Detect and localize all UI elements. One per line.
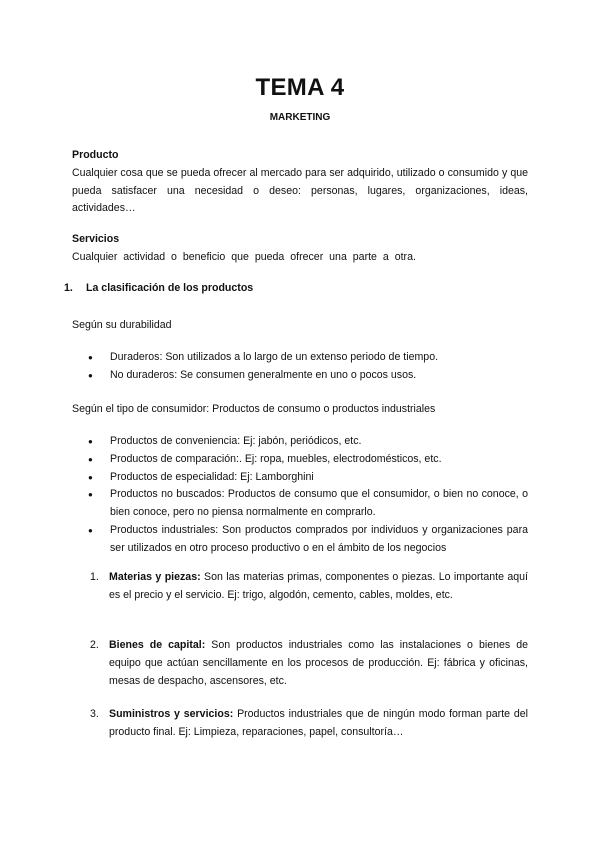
list-item: ● Productos de comparación:. Ej: ropa, muebles, electrodomésticos, etc. bbox=[88, 451, 528, 469]
servicios-section bbox=[72, 231, 528, 267]
industrial-item-suministros bbox=[90, 706, 528, 742]
item-number: 1. bbox=[90, 571, 99, 583]
item-number: 2. bbox=[90, 639, 99, 651]
item-text: Son productos industriales como las instalaciones o bienes de equipo que actúan sencillamente en los procesos de producción. Ej: fábrica y oficinas, mesas de despacho, ascensores, etc. bbox=[109, 639, 528, 687]
item-text: Productos industriales que de ningún modo forman parte del producto final. Ej: Limpieza, reparaciones, papel, consultoría… bbox=[109, 708, 528, 738]
item-term: Materias y piezas: bbox=[109, 571, 201, 583]
durabilidad-list bbox=[88, 349, 528, 385]
section-title: La clasificación de los productos bbox=[86, 282, 254, 294]
list-item: ● Duraderos: Son utilizados a lo largo de un extenso periodo de tiempo. bbox=[88, 349, 528, 367]
page-title: TEMA 4 bbox=[255, 74, 345, 101]
list-item: ● Productos no buscados: Productos de consumo que el consumidor, o bien no conoce, o bien conoce, pero no piensa normalmente en comprarlo. bbox=[88, 486, 528, 522]
list-item: ● Productos industriales: Son productos comprados por individuos y organizaciones para ser utilizados en otro proceso productivo o en el ámbito de los negocios bbox=[88, 522, 528, 558]
item-text: Son las materias primas, componentes o piezas. Lo importante aquí es el precio y el servicio. Ej: trigo, algodón, cemento, cables, moldes, etc. bbox=[109, 571, 528, 601]
item-term: Suministros y servicios: bbox=[109, 708, 234, 720]
section-number: 1. bbox=[64, 282, 73, 294]
industrial-item-bienes bbox=[90, 637, 528, 690]
producto-text: Cualquier cosa que se pueda ofrecer al mercado para ser adquirido, utilizado o consumido y que pueda satisfacer una necesidad o deseo: personas, lugares, organizaciones, ideas, actividades… bbox=[72, 166, 528, 215]
servicios-text: Cualquier actividad o beneficio que pueda ofrecer una parte a otra. bbox=[72, 250, 416, 263]
consumidor-label: Según el tipo de consumidor: Productos de consumo o productos industriales bbox=[72, 403, 436, 415]
consumidor-list bbox=[88, 433, 528, 558]
list-item: ● No duraderos: Se consumen generalmente en uno o pocos usos. bbox=[88, 367, 528, 385]
item-term: Bienes de capital: bbox=[109, 639, 206, 651]
producto-section bbox=[72, 147, 528, 218]
servicios-heading: Servicios bbox=[72, 233, 120, 245]
section-heading-clasificacion bbox=[64, 282, 253, 294]
durabilidad-label: Según su durabilidad bbox=[72, 319, 172, 331]
list-item: ● Productos de especialidad: Ej: Lamborghini bbox=[88, 469, 528, 487]
producto-heading: Producto bbox=[72, 149, 119, 161]
item-number: 3. bbox=[90, 708, 99, 720]
list-item: ● Productos de conveniencia: Ej: jabón, periódicos, etc. bbox=[88, 433, 528, 451]
page-subtitle: MARKETING bbox=[269, 112, 331, 123]
industrial-item-materias bbox=[90, 569, 528, 605]
